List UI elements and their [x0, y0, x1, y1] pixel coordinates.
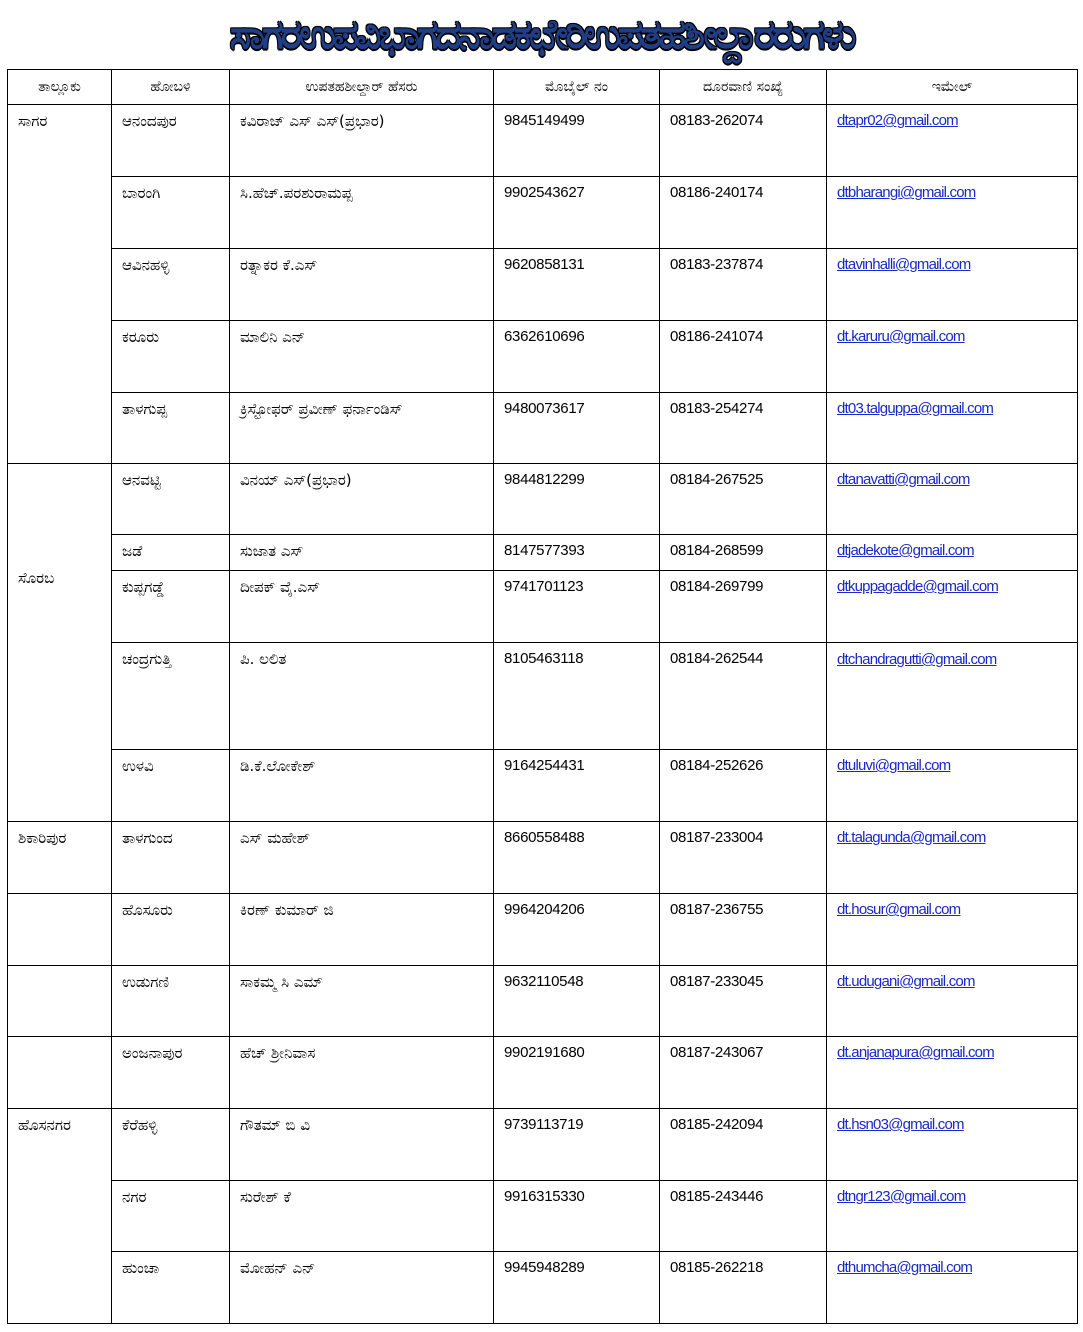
phone-cell: 08186-241074 — [660, 321, 827, 393]
hobli-cell: ಉಳವಿ — [112, 750, 230, 822]
phone-cell: 08185-242094 — [660, 1109, 827, 1181]
phone-cell: 08185-262218 — [660, 1252, 827, 1324]
taluk-cell-empty — [8, 966, 112, 1037]
email-link[interactable]: dtjadekote@gmail.com — [837, 542, 974, 559]
mobile-cell: 9620858131 — [494, 249, 660, 321]
email-cell — [827, 535, 1078, 571]
email-cell — [827, 464, 1078, 535]
email-link[interactable]: dtapr02@gmail.com — [837, 112, 958, 129]
taluk-cell-empty — [8, 1037, 112, 1109]
table-row — [8, 822, 1078, 894]
name-cell: ಕವಿರಾಜ್ ಎಸ್ ಎಸ್(ಪ್ರಭಾರ) — [230, 105, 494, 177]
phone-cell: 08184-267525 — [660, 464, 827, 535]
taluk-cell: ಸಾಗರ — [8, 105, 112, 464]
page-title: ಸಾಗರಉಪವಿಭಾಗದನಾಡಕಛೇರಿಉಪತಹಶೀಲ್ದಾರರುಗಳು — [229, 12, 854, 58]
email-link[interactable]: dt.anjanapura@gmail.com — [837, 1044, 994, 1061]
name-cell: ದೀಪಕ್ ವೈ.ಎಸ್ — [230, 571, 494, 643]
mobile-cell: 8660558488 — [494, 822, 660, 894]
email-cell — [827, 1109, 1078, 1181]
hobli-cell: ಆವಿನಹಳ್ಳಿ — [112, 249, 230, 321]
mobile-cell: 9164254431 — [494, 750, 660, 822]
mobile-cell: 9739113719 — [494, 1109, 660, 1181]
email-cell — [827, 105, 1078, 177]
phone-cell: 08187-233045 — [660, 966, 827, 1037]
phone-cell: 08183-237874 — [660, 249, 827, 321]
table-row — [8, 249, 1078, 321]
email-link[interactable]: dtngr123@gmail.com — [837, 1188, 966, 1205]
mobile-cell: 9964204206 — [494, 894, 660, 966]
email-link[interactable]: dtchandragutti@gmail.com — [837, 651, 997, 668]
mobile-cell: 9632110548 — [494, 966, 660, 1037]
hobli-cell: ತಾಳಗುಪ್ಪ — [112, 393, 230, 464]
hobli-cell: ಆನವಟ್ಟಿ — [112, 464, 230, 535]
email-link[interactable]: dt.talagunda@gmail.com — [837, 829, 986, 846]
name-cell: ಸಿ.ಹೆಚ್.ಪರಶುರಾಮಪ್ಪ — [230, 177, 494, 249]
hobli-cell: ತಾಳಗುಂದ — [112, 822, 230, 894]
email-link[interactable]: dt03.talguppa@gmail.com — [837, 400, 994, 417]
table-row — [8, 177, 1078, 249]
email-cell — [827, 249, 1078, 321]
name-cell: ಸುರೇಶ್ ಕೆ — [230, 1181, 494, 1252]
email-cell — [827, 1181, 1078, 1252]
taluk-cell: ಹೊಸನಗರ — [8, 1109, 112, 1324]
email-link[interactable]: dt.karuru@gmail.com — [837, 328, 965, 345]
phone-cell: 08183-262074 — [660, 105, 827, 177]
hobli-cell: ಹುಂಚಾ — [112, 1252, 230, 1324]
column-header-name: ಉಪತಹಶೀಲ್ದಾರ್ ಹೆಸರು — [230, 70, 494, 105]
mobile-cell: 8147577393 — [494, 535, 660, 571]
column-header-hobli: ಹೋಬಳಿ — [112, 70, 230, 105]
phone-cell: 08187-233004 — [660, 822, 827, 894]
column-header-taluk: ತಾಲ್ಲೂಕು — [8, 70, 112, 105]
phone-cell: 08183-254274 — [660, 393, 827, 464]
column-header-phone: ದೂರವಾಣಿ ಸಂಖ್ಯೆ — [660, 70, 827, 105]
phone-cell: 08184-262544 — [660, 643, 827, 750]
mobile-cell: 9741701123 — [494, 571, 660, 643]
email-cell — [827, 643, 1078, 750]
email-cell — [827, 750, 1078, 822]
mobile-cell: 9902543627 — [494, 177, 660, 249]
email-link[interactable]: dt.hosur@gmail.com — [837, 901, 961, 918]
name-cell: ಮಾಲಿನಿ ಎನ್ — [230, 321, 494, 393]
hobli-cell: ಕೆರೆಹಳ್ಳಿ — [112, 1109, 230, 1181]
name-cell: ಎಸ್ ಮಹೇಶ್ — [230, 822, 494, 894]
email-cell — [827, 894, 1078, 966]
table-row — [8, 1037, 1078, 1109]
name-cell: ಸಾಕಮ್ಮ ಸಿ ಎಮ್ — [230, 966, 494, 1037]
hobli-cell: ಕರೂರು — [112, 321, 230, 393]
table-row — [8, 535, 1078, 571]
email-link[interactable]: dtavinhalli@gmail.com — [837, 256, 971, 273]
email-cell — [827, 571, 1078, 643]
phone-cell: 08187-236755 — [660, 894, 827, 966]
mobile-cell: 6362610696 — [494, 321, 660, 393]
table-row — [8, 393, 1078, 464]
email-cell — [827, 321, 1078, 393]
email-link[interactable]: dthumcha@gmail.com — [837, 1259, 973, 1276]
mobile-cell: 9902191680 — [494, 1037, 660, 1109]
name-cell: ಪಿ. ಲಲಿತ — [230, 643, 494, 750]
email-link[interactable]: dtanavatti@gmail.com — [837, 471, 970, 488]
mobile-cell: 8105463118 — [494, 643, 660, 750]
email-link[interactable]: dtbharangi@gmail.com — [837, 184, 976, 201]
email-link[interactable]: dt.udugani@gmail.com — [837, 973, 975, 990]
table-row — [8, 750, 1078, 822]
email-link[interactable]: dt.hsn03@gmail.com — [837, 1116, 964, 1133]
email-link[interactable]: dtuluvi@gmail.com — [837, 757, 951, 774]
phone-cell: 08184-252626 — [660, 750, 827, 822]
taluk-cell-empty — [8, 894, 112, 966]
name-cell: ಹೆಚ್ ಶ್ರೀನಿವಾಸ — [230, 1037, 494, 1109]
column-header-mobile: ಮೊಬೈಲ್ ನಂ — [494, 70, 660, 105]
table-row — [8, 1109, 1078, 1181]
taluk-cell: ಶಿಕಾರಿಪುರ — [8, 822, 112, 894]
table-row — [8, 464, 1078, 535]
email-cell — [827, 1252, 1078, 1324]
mobile-cell: 9845149499 — [494, 105, 660, 177]
email-cell — [827, 1037, 1078, 1109]
phone-cell: 08184-268599 — [660, 535, 827, 571]
phone-cell: 08185-243446 — [660, 1181, 827, 1252]
mobile-cell: 9916315330 — [494, 1181, 660, 1252]
hobli-cell: ಕುಪ್ಪಗಡ್ಡೆ — [112, 571, 230, 643]
name-cell: ಕ್ರಿಸ್ಟೋಫರ್ ಪ್ರವೀಣ್ ಫರ್ನಾಂಡಿಸ್ — [230, 393, 494, 464]
table-row — [8, 894, 1078, 966]
table-header-row — [8, 70, 1078, 105]
phone-cell: 08187-243067 — [660, 1037, 827, 1109]
email-link[interactable]: dtkuppagadde@gmail.com — [837, 578, 999, 595]
name-cell: ಡಿ.ಕೆ.ಲೋಕೇಶ್ — [230, 750, 494, 822]
email-cell — [827, 966, 1078, 1037]
table-row — [8, 643, 1078, 750]
hobli-cell: ಆನಂದಪುರ — [112, 105, 230, 177]
email-cell — [827, 822, 1078, 894]
table-row — [8, 966, 1078, 1037]
table-row — [8, 321, 1078, 393]
email-cell — [827, 393, 1078, 464]
email-cell — [827, 177, 1078, 249]
phone-cell: 08184-269799 — [660, 571, 827, 643]
hobli-cell: ಹೊಸೂರು — [112, 894, 230, 966]
mobile-cell: 9945948289 — [494, 1252, 660, 1324]
hobli-cell: ನಗರ — [112, 1181, 230, 1252]
hobli-cell: ಬಾರಂಗಿ — [112, 177, 230, 249]
hobli-cell: ಉಡುಗಣಿ — [112, 966, 230, 1037]
mobile-cell: 9480073617 — [494, 393, 660, 464]
hobli-cell: ಅಂಜನಾಪುರ — [112, 1037, 230, 1109]
name-cell: ಸುಜಾತ ಎಸ್ — [230, 535, 494, 571]
table-row — [8, 1181, 1078, 1252]
name-cell: ವಿನಯ್ ಎಸ್(ಪ್ರಭಾರ) — [230, 464, 494, 535]
table-row — [8, 105, 1078, 177]
taluk-cell: ಸೊರಬ — [8, 464, 112, 822]
table-row — [8, 571, 1078, 643]
name-cell: ಮೋಹನ್ ಎನ್ — [230, 1252, 494, 1324]
hobli-cell: ಜಡೆ — [112, 535, 230, 571]
table-row — [8, 1252, 1078, 1324]
name-cell: ಗೌತಮ್ ಬಿ ವಿ — [230, 1109, 494, 1181]
hobli-cell: ಚಂದ್ರಗುತ್ತಿ — [112, 643, 230, 750]
tahsildar-table — [7, 69, 1078, 1324]
name-cell: ರತ್ನಾಕರ ಕೆ.ಎಸ್ — [230, 249, 494, 321]
mobile-cell: 9844812299 — [494, 464, 660, 535]
phone-cell: 08186-240174 — [660, 177, 827, 249]
column-header-email: ಇಮೇಲ್ — [827, 70, 1078, 105]
name-cell: ಕಿರಣ್ ಕುಮಾರ್ ಜಿ — [230, 894, 494, 966]
